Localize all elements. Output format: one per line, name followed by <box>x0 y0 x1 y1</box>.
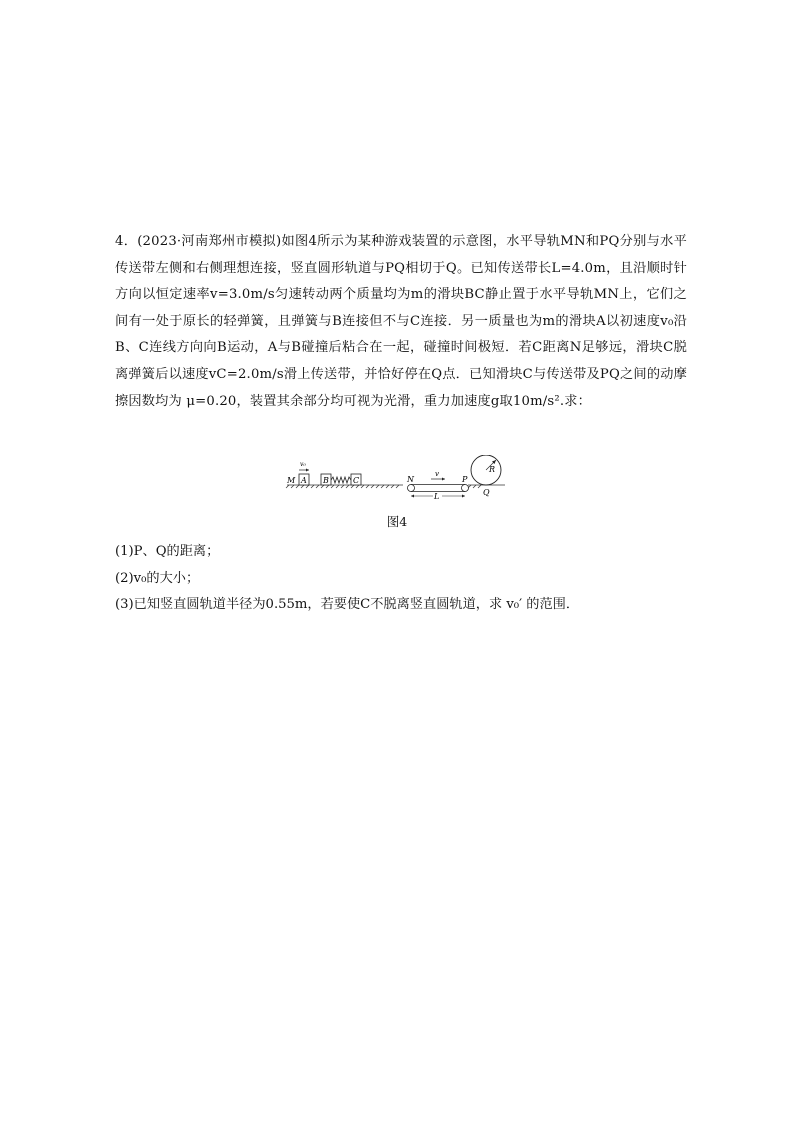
diagram-svg <box>283 455 511 507</box>
label-m: M <box>287 476 296 485</box>
label-v0: v₀ <box>300 461 306 468</box>
l-arrow-left <box>411 495 414 498</box>
l-arrow-right <box>462 495 465 498</box>
label-n: N <box>407 475 414 484</box>
label-c: C <box>353 476 360 485</box>
question-list <box>115 539 687 619</box>
label-q: Q <box>483 488 490 497</box>
label-a: A <box>301 476 307 485</box>
question-2: (2)v₀的大小； <box>115 570 200 586</box>
label-l: L <box>434 492 440 501</box>
label-b: B <box>323 476 329 485</box>
v-arrowhead <box>442 478 445 481</box>
label-r: R <box>489 465 496 474</box>
figure-caption: 图4 <box>386 514 408 529</box>
label-p: P <box>462 475 468 484</box>
figure-diagram <box>283 455 511 507</box>
question-3: (3)已知竖直圆轨道半径为0.55m，若要使C不脱离竖直圆轨道，求 v₀′ 的范围． <box>115 597 580 613</box>
problem-statement <box>115 229 687 415</box>
conveyor-belt <box>408 485 469 492</box>
label-v: v <box>435 470 439 478</box>
question-1: (1)P、Q的距离； <box>115 544 220 559</box>
v0-arrowhead <box>306 469 309 472</box>
problem-text: 4．(2023·河南郑州市模拟)如图4所示为某种游戏装置的示意图，水平导轨MN和PQ分别与水平传送带左侧和右侧理想连接，竖直圆形轨道与PQ相切于Q。已知传送带长L=4.0m，且沿顺时针方向以恒定速率v=3.0m/s匀速转动两个质量均为m的滑块BC静止置于水平导轨MN上，它们之间有一处于原长的轻弹簧，且弹簧与B连接但不与C连接．另一质量也为m的滑块A以初速度v₀沿B、C连线方向向B运动，A与B碰撞后粘合在一起，碰撞时间极短．若C距离N足够远，滑块C脱离弹簧后以速度vC=2.0m/s滑上传送带，并恰好停在Q点．已知滑块C与传送带及PQ之间的动摩擦因数均为 μ=0.20，装置其余部分均可视为光滑，重力加速度g取10m/s².求： <box>115 234 687 409</box>
spring <box>331 477 351 483</box>
ground-hatch <box>286 485 403 488</box>
